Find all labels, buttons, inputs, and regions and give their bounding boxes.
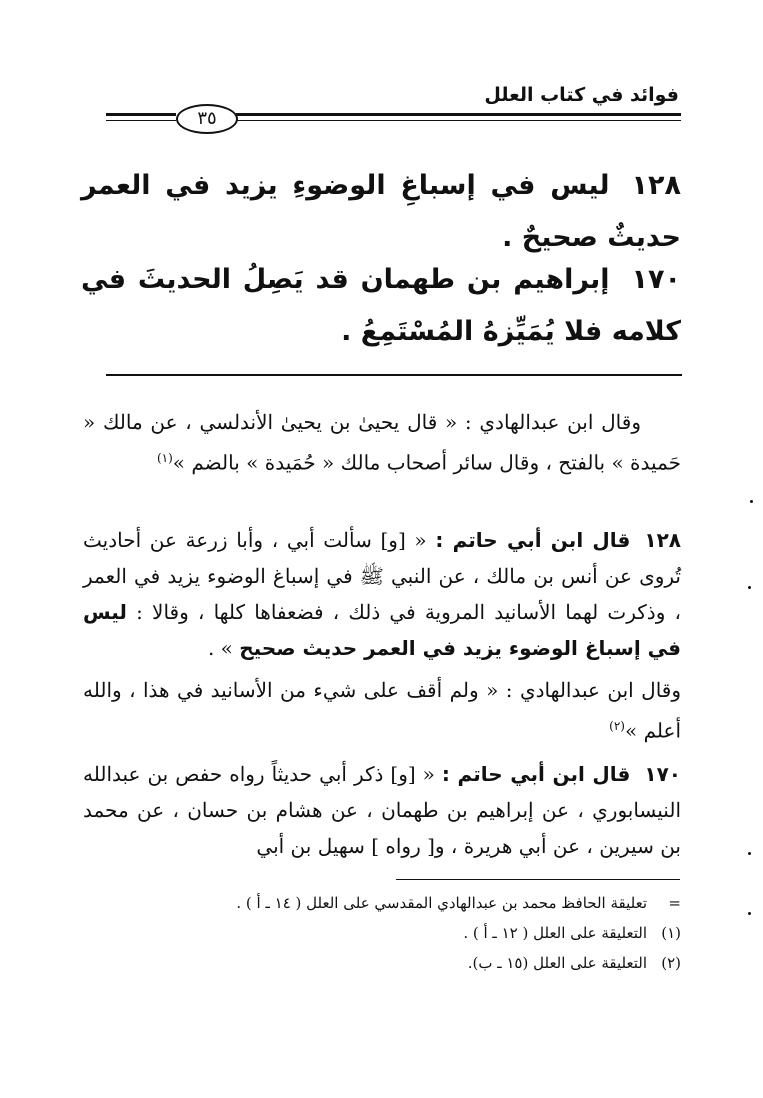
footnote-ref: (٢) [609,719,625,733]
footnote-ref: (١) [156,451,173,465]
footnote-rule [396,879,680,880]
heading-128 [81,160,681,264]
heading-number: ١٧٠ [631,264,681,295]
heading-170 [81,254,681,358]
entry-number: ١٧٠ [644,762,682,786]
intro-text: وقال ابن عبدالهادي : « قال يحيىٰ بن يحيىٰ الأندلسي ، عن مالك « حَميدة » بالفتح ، وقال سائر أصحاب مالك « حُمَيدة » بالضم » [83,410,681,475]
header-rule-bottom-left [106,120,176,121]
intro-paragraph [83,404,681,481]
entry-text: « [و] ذكر أبي حديثاً رواه حفص بن عبدالله النيسابوري ، عن إبراهيم بن طهمان ، عن هشام بن حسان ، عن محمد بن سيرين ، عن أبي هريرة ، و[ رواه ] سهيل بن أبي [83,762,681,858]
scan-speck [748,912,751,915]
footnote-2 [81,948,681,978]
scan-speck [748,586,751,589]
scan-speck [750,500,753,503]
footnote-continuation [81,888,681,918]
footnote-text: التعليقة على العلل (١٥ ـ ب). [467,954,647,972]
heading-text: ليس في إسباغِ الوضوءِ يزيد في العمر حديثٌ صحيحٌ . [81,170,681,253]
entry-text-close: » . [207,636,233,660]
entry-speaker: قال ابن أبي حاتم : [441,762,631,786]
entry-number: ١٢٨ [644,528,682,552]
section-divider [106,374,682,376]
footnote-mark: = [668,894,681,912]
entry-bold-quote: ليس في إسباغ الوضوء يزيد في العمر حديث صحيح [83,600,681,660]
running-title: فوائد في كتاب العلل [484,84,679,106]
footnote-mark: (٢) [661,954,681,972]
entry-128-followup [83,672,681,749]
header-rule-top-left [106,113,176,116]
footnote-mark: (١) [661,924,681,942]
scan-speck [748,852,751,855]
entry-128 [83,522,681,666]
footnote-1 [81,918,681,948]
header-rule-top-right [236,113,681,116]
page-number: ٣٥ [176,104,238,134]
header-rule-bottom-right [236,120,681,121]
entry-speaker: قال ابن أبي حاتم : [435,528,631,552]
heading-text: إبراهيم بن طهمان قد يَصِلُ الحديثَ في كلامه فلا يُمَيِّزهُ المُسْتَمِعُ . [81,264,681,347]
entry-170 [83,756,681,864]
followup-text: وقال ابن عبدالهادي : « ولم أقف على شيء من الأسانيد في هذا ، والله أعلم » [83,678,681,743]
footnote-text: تعليقة الحافظ محمد بن عبدالهادي المقدسي على العلل ( ١٤ ـ أ ) . [236,894,647,912]
footnote-text: التعليقة على العلل ( ١٢ ـ أ ) . [463,924,647,942]
heading-number: ١٢٨ [631,170,681,201]
entry-text: « [و] سألت أبي ، وأبا زرعة عن أحاديث تُروى عن أنس بن مالك ، عن النبي ﷺ في إسباغ الوضوء يزيد في العمر ، وذكرت لهما الأسانيد المروية في ذلك ، فضعفاها كلها ، وقالا : [83,528,682,624]
